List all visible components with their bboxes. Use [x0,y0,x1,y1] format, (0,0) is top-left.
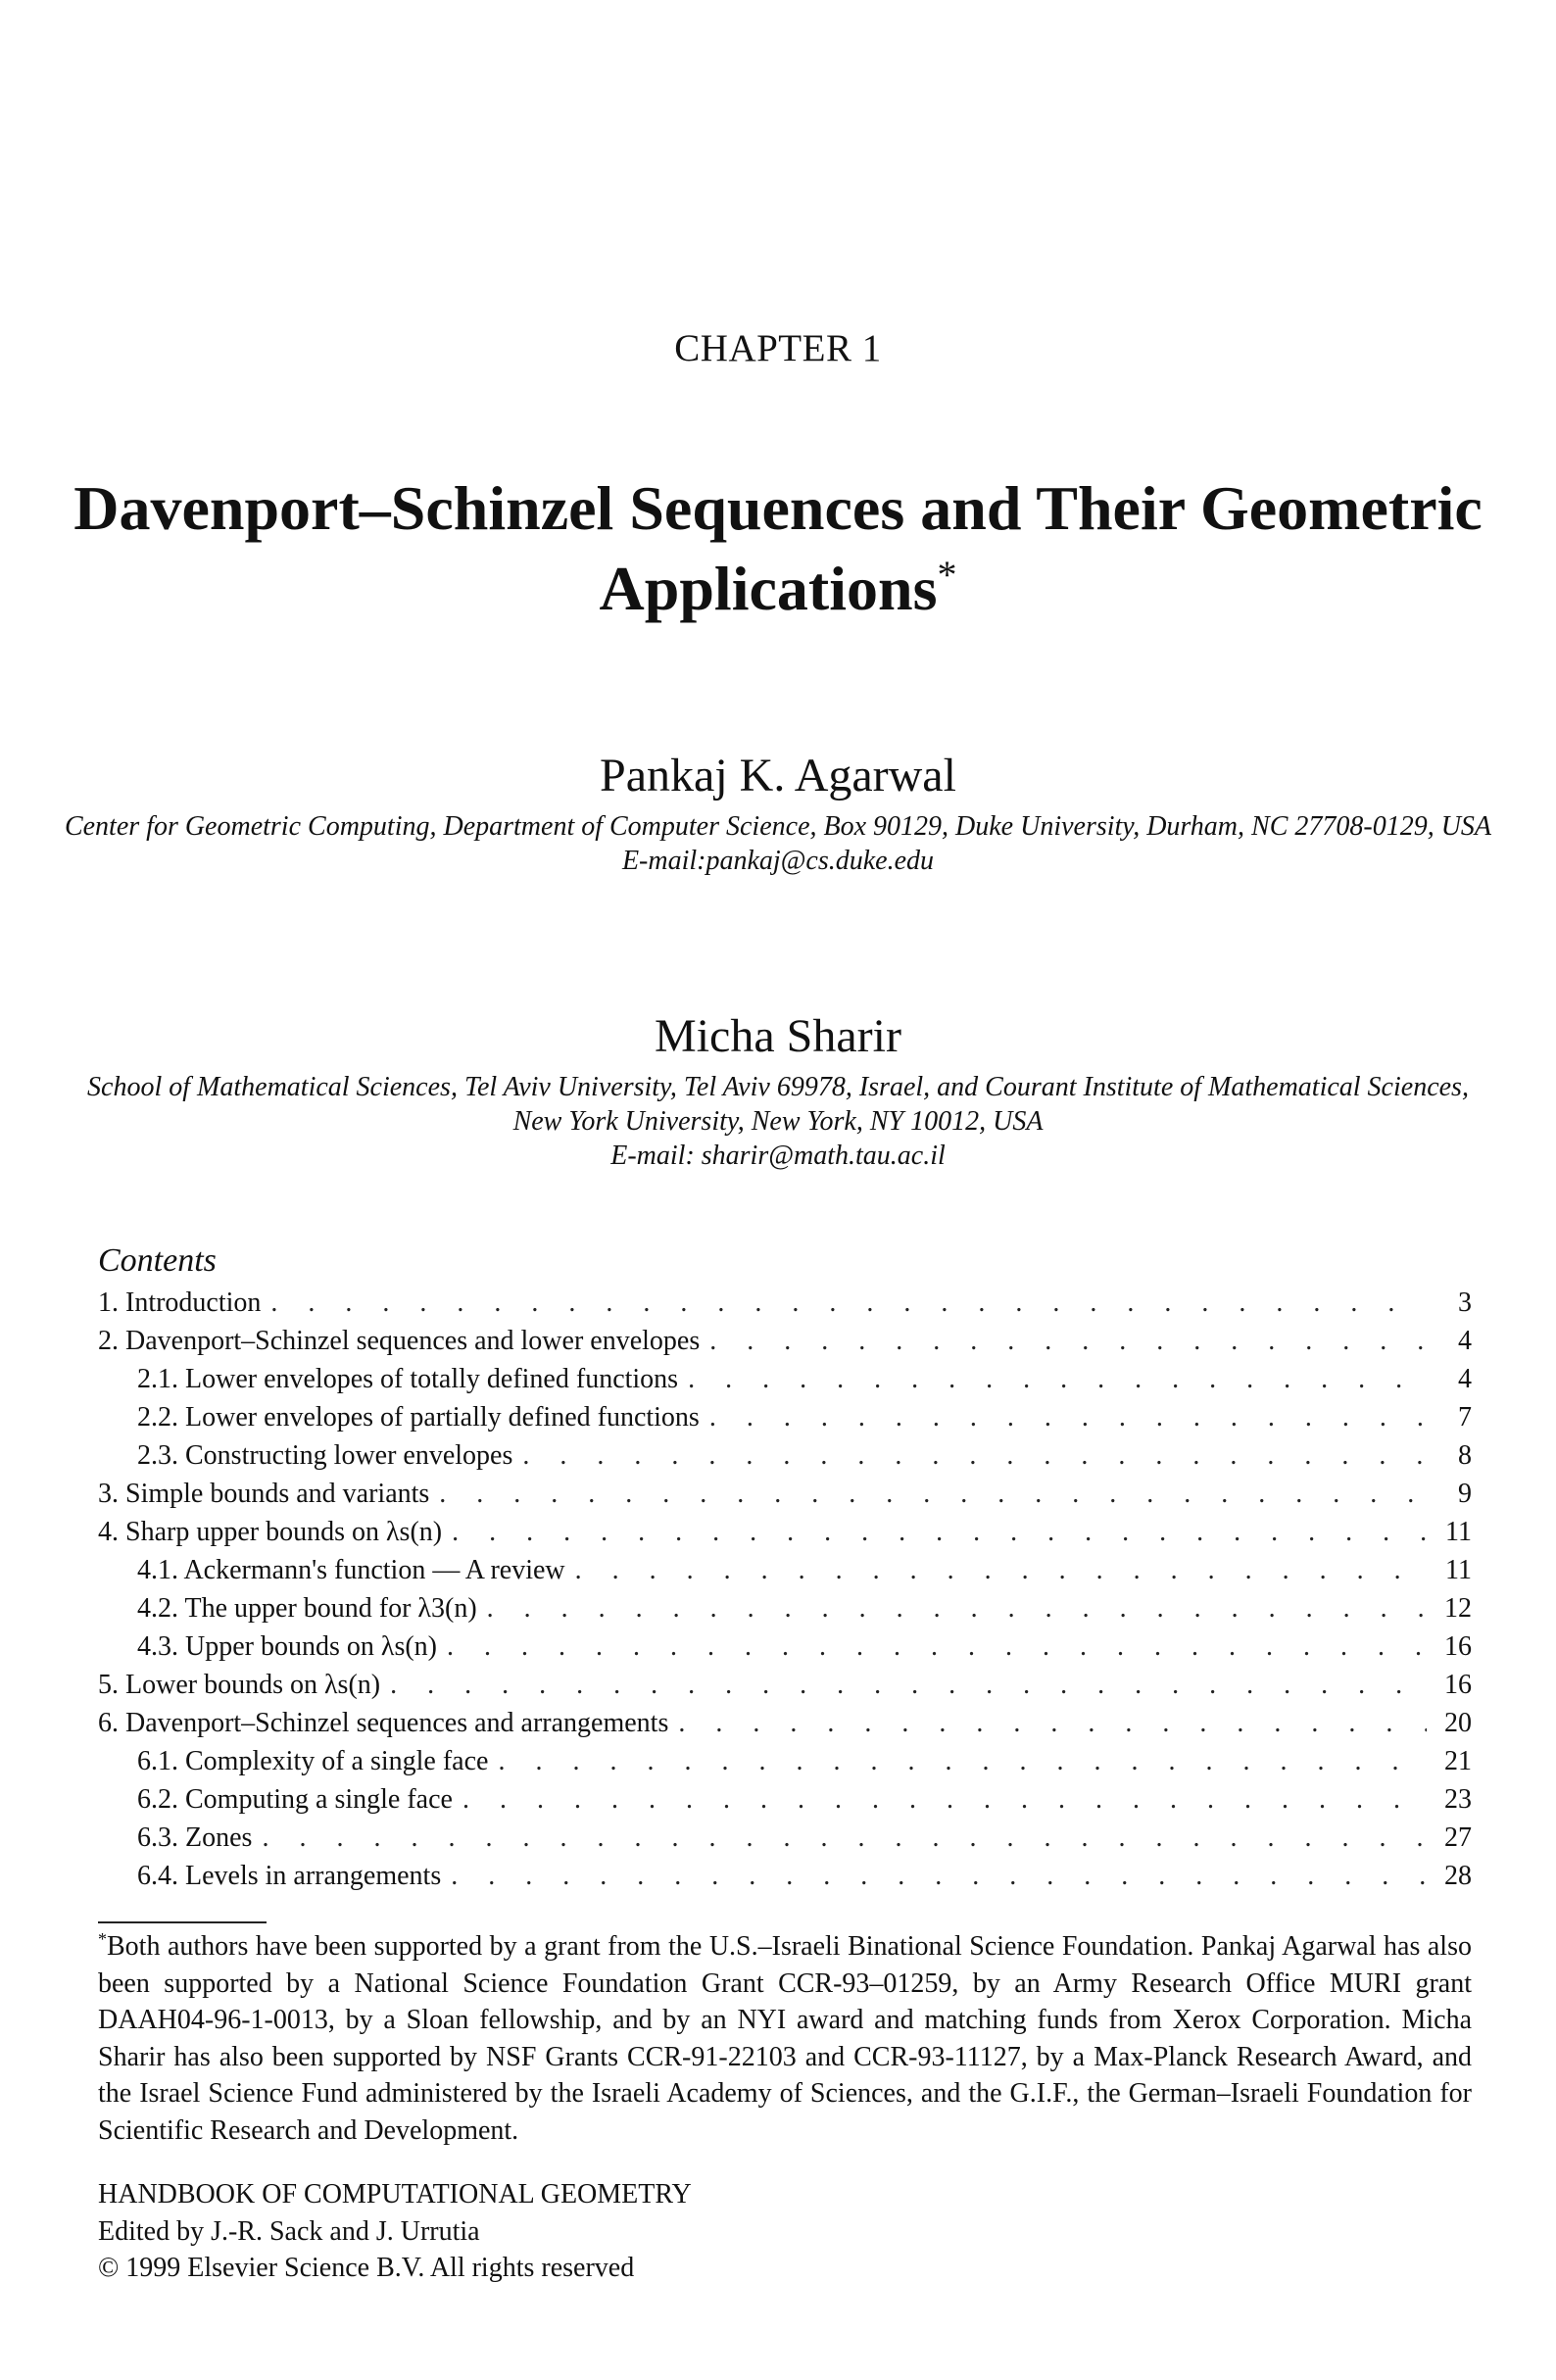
toc-leader-dots [390,1666,1427,1704]
toc-leader-dots [709,1398,1427,1436]
author-block-sharir [0,1009,1556,1173]
handbook-title: HANDBOOK OF COMPUTATIONAL GEOMETRY [98,2179,692,2210]
toc-leader-dots [462,1780,1427,1819]
toc-entry [98,1436,1472,1475]
footnote-text: Both authors have been supported by a grant from the U.S.–Israeli Binational Science Foundation. Pankaj Agarwal has also been supported by a National Science Foundation Grant CCR-93–01259, by an Army Research Office MURI grant DAAH04-96-1-0013, by a Sloan fellowship, and by an NYI award and matching funds from Xerox Corporation. Micha Sharir has also been supported by NSF Grants CCR-91-22103 and CCR-93-11127, by a Max-Planck Research Award, and the Israel Science Fund administered by the Israeli Academy of Sciences, and the G.I.F., the German–Israeli Foundation for Scientific Research and Development. [98,1931,1472,2146]
toc-entry-title: 4.1. Ackermann's function — A review [137,1555,565,1585]
toc-entry [98,1589,1472,1627]
toc-entry-page: 16 [1444,1670,1472,1700]
toc-entry [98,1284,1472,1322]
toc-entry-page: 16 [1444,1631,1472,1662]
chapter-title-text: Davenport–Schinzel Sequences and Their Geometric Applications [73,473,1483,623]
toc-entry-page: 27 [1444,1822,1472,1853]
toc-entry-title: 3. Simple bounds and variants [98,1479,430,1509]
toc-leader-dots [522,1436,1427,1475]
toc-entry-title: 4.3. Upper bounds on λs(n) [137,1631,437,1662]
toc-entry [98,1627,1472,1666]
toc-entry [98,1551,1472,1589]
author-block-agarwal [0,749,1556,878]
toc-entry [98,1475,1472,1513]
toc-entry [98,1742,1472,1780]
toc-leader-dots [262,1819,1427,1857]
toc-leader-dots [439,1475,1427,1513]
toc-entry [98,1322,1472,1360]
toc-entry-title: 4.2. The upper bound for λ3(n) [137,1593,477,1624]
author-name: Pankaj K. Agarwal [600,750,956,801]
toc-entry-title: 2.1. Lower envelopes of totally defined functions [137,1364,679,1394]
toc-leader-dots [498,1742,1427,1780]
chapter-label: CHAPTER 1 [674,327,882,369]
footnote-mark: * [98,1929,107,1949]
toc-leader-dots [678,1704,1427,1742]
author-email: E-mail: sharir@math.tau.ac.il [610,1141,946,1171]
toc-entry-page: 20 [1444,1708,1472,1738]
toc-entry-title: 4. Sharp upper bounds on λs(n) [98,1517,443,1547]
table-of-contents [98,1284,1472,1895]
author-name: Micha Sharir [655,1010,901,1062]
handbook-info [98,2176,692,2287]
toc-entry [98,1780,1472,1819]
toc-entry-page: 7 [1458,1402,1472,1433]
toc-leader-dots [447,1627,1427,1666]
toc-entry-title: 2.3. Constructing lower envelopes [137,1440,513,1471]
toc-entry-page: 3 [1458,1287,1472,1318]
footnote [98,1928,1472,2149]
toc-entry [98,1704,1472,1742]
toc-entry [98,1666,1472,1704]
toc-entry [98,1360,1472,1398]
toc-entry-title: 6.4. Levels in arrangements [137,1861,442,1891]
author-email: E-mail:pankaj@cs.duke.edu [621,846,935,876]
footnote-rule [98,1921,267,1923]
toc-leader-dots [688,1360,1427,1398]
toc-entry-title: 6.3. Zones [137,1822,253,1853]
toc-entry-title: 6. Davenport–Schinzel sequences and arrangements [98,1708,669,1738]
toc-entry-page: 28 [1444,1861,1472,1891]
title-footnote-mark: * [937,553,957,597]
toc-leader-dots [452,1513,1427,1551]
toc-leader-dots [709,1322,1427,1360]
toc-entry [98,1513,1472,1551]
author-affiliation: School of Mathematical Sciences, Tel Aviv University, Tel Aviv 69978, Israel, and Courant Institute of Mathematical Sciences, New York University, New York, NY 10012, USA [87,1072,1469,1137]
toc-entry-page: 4 [1458,1326,1472,1356]
toc-entry [98,1819,1472,1857]
toc-entry-page: 9 [1458,1479,1472,1509]
toc-entry-page: 11 [1445,1555,1472,1585]
toc-entry-page: 4 [1458,1364,1472,1394]
chapter-title [59,468,1497,629]
toc-entry [98,1857,1472,1895]
toc-entry [98,1398,1472,1436]
toc-leader-dots [575,1551,1427,1589]
toc-entry-page: 8 [1458,1440,1472,1471]
toc-entry-title: 2.2. Lower envelopes of partially defined functions [137,1402,700,1433]
toc-entry-page: 11 [1445,1517,1472,1547]
toc-entry-page: 23 [1444,1784,1472,1815]
toc-entry-page: 12 [1444,1593,1472,1624]
toc-entry-title: 1. Introduction [98,1287,262,1318]
toc-entry-title: 2. Davenport–Schinzel sequences and lower envelopes [98,1326,701,1356]
toc-entry-title: 6.1. Complexity of a single face [137,1746,489,1776]
toc-entry-page: 21 [1444,1746,1472,1776]
toc-entry-title: 5. Lower bounds on λs(n) [98,1670,381,1700]
toc-leader-dots [270,1284,1427,1322]
handbook-editors: Edited by J.-R. Sack and J. Urrutia [98,2215,480,2247]
toc-entry-title: 6.2. Computing a single face [137,1784,453,1815]
handbook-copyright: © 1999 Elsevier Science B.V. All rights reserved [98,2253,635,2283]
author-affiliation: Center for Geometric Computing, Department of Computer Science, Box 90129, Duke University, Durham, NC 27708-0129, USA [64,811,1492,842]
contents-heading: Contents [98,1242,217,1279]
toc-leader-dots [451,1857,1427,1895]
toc-leader-dots [487,1589,1427,1627]
